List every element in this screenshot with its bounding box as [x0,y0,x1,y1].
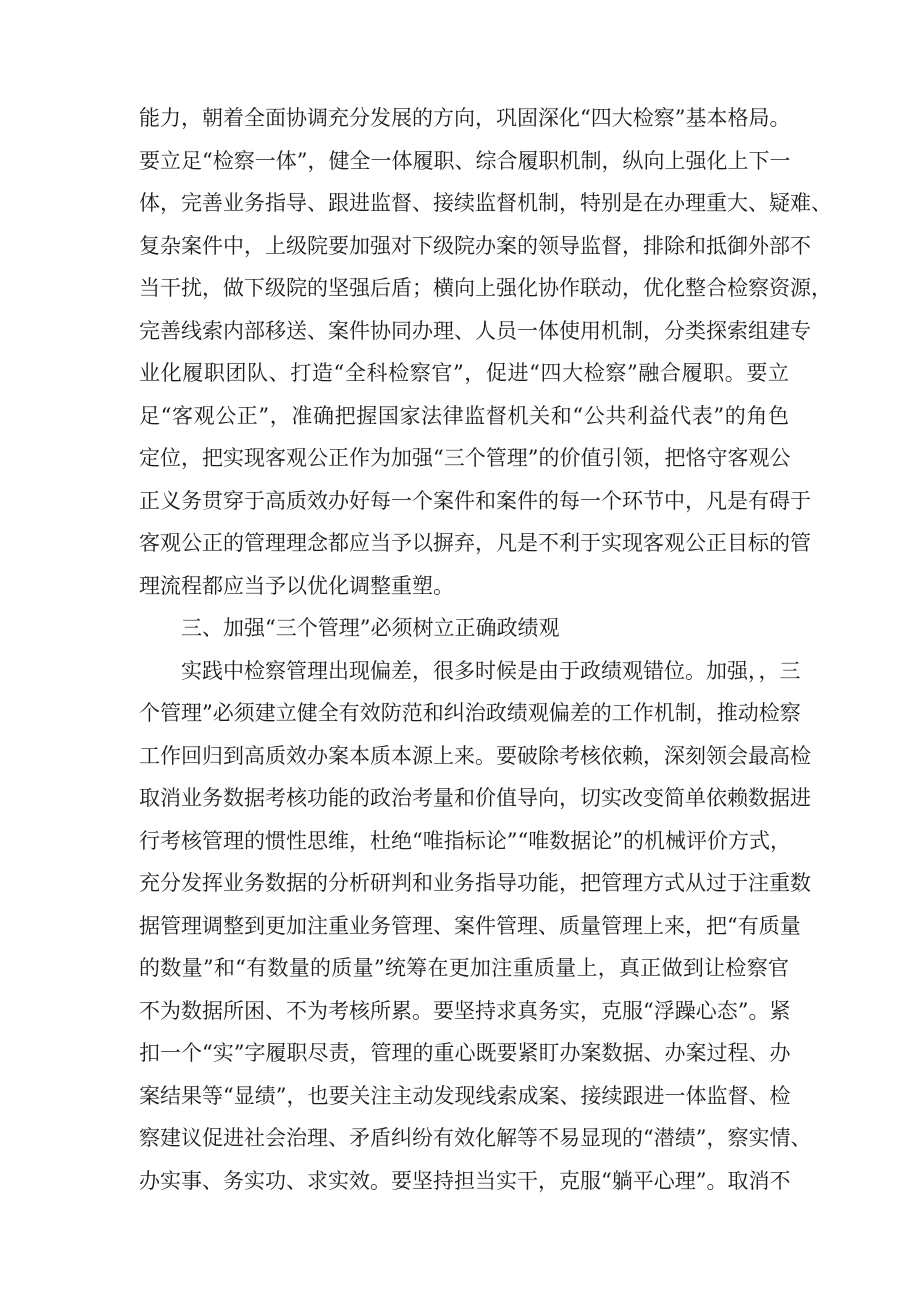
text-line: 案结果等“显绩”，也要关注主动发现线索成案、接续跟进一体监督、检 [139,1083,791,1108]
text-line: 察建议促进社会治理、矛盾纠纷有效化解等不易显现的“潜绩”，察实情、 [139,1126,812,1150]
text-line: 扣一个“实”字履职尽责，管理的重心既要紧盯办案数据、办案过程、办 [139,1041,791,1065]
text-line: 足“客观公正”，准确把握国家法律监督机关和“公共利益代表”的角色 [139,403,789,428]
section-heading: 三、加强“三个管理”必须树立正确政绩观 [181,616,560,640]
text-line: 个管理”必须建立健全有效防范和纠治政绩观偏差的工作机制，推动检察 [139,701,801,725]
text-line: 不为数据所困、不为考核所累。要坚持求真务实，克服“浮躁心态”。紧 [139,998,791,1023]
text-line: 当干扰，做下级院的坚强后盾；横向上强化协作联动，优化整合检察资源， [139,276,832,300]
text-line: 体，完善业务指导、跟进监督、接续监督机制，特别是在办理重大、疑难、 [139,191,832,215]
text-line: 正义务贯穿于高质效办好每一个案件和案件的每一个环节中，凡是有碍于 [139,488,811,513]
text-line: 办实事、务实功、求实效。要坚持担当实干，克服“躺平心理”。取消不 [139,1168,791,1193]
text-line: 行考核管理的惯性思维，杜绝“唯指标论”“唯数据论”的机械评价方式， [139,828,791,853]
text-line: 定位，把实现客观公正作为加强“三个管理”的价值引领，把恪守客观公 [139,446,791,470]
text-line: 业化履职团队、打造“全科检察官”，促进“四大检察”融合履职。要立 [139,361,789,385]
text-line: 复杂案件中，上级院要加强对下级院办案的领导监督，排除和抵御外部不 [139,233,811,258]
text-line: 客观公正的管理理念都应当予以摒弃，凡是不利于实现客观公正目标的管 [139,531,811,555]
text-line: 能力，朝着全面协调充分发展的方向，巩固深化“四大检察”基本格局。 [139,106,791,130]
text-line: 实践中检察管理出现偏差，很多时候是由于政绩观错位。加强，，三 [181,658,801,683]
text-line: 完善线索内部移送、案件协同办理、人员一体使用机制，分类探索组建专 [139,318,811,343]
text-line: 取消业务数据考核功能的政治考量和价值导向，切实改变简单依赖数据进 [139,786,811,810]
text-line: 充分发挥业务数据的分析研判和业务指导功能，把管理方式从过于注重数 [139,871,811,895]
body-text [139,97,832,1202]
text-line: 理流程都应当予以优化调整重塑。 [139,573,454,598]
text-line: 据管理调整到更加注重业务管理、案件管理、质量管理上来，把“有质量 [139,913,801,938]
text-line: 要立足“检察一体”，健全一体履职、综合履职机制，纵向上强化上下一 [139,148,791,173]
text-line: 工作回归到高质效办案本质本源上来。要破除考核依赖，深刻领会最高检 [139,743,811,768]
text-line: 的数量”和“有数量的质量”统筹在更加注重质量上，真正做到让检察官 [139,956,789,980]
